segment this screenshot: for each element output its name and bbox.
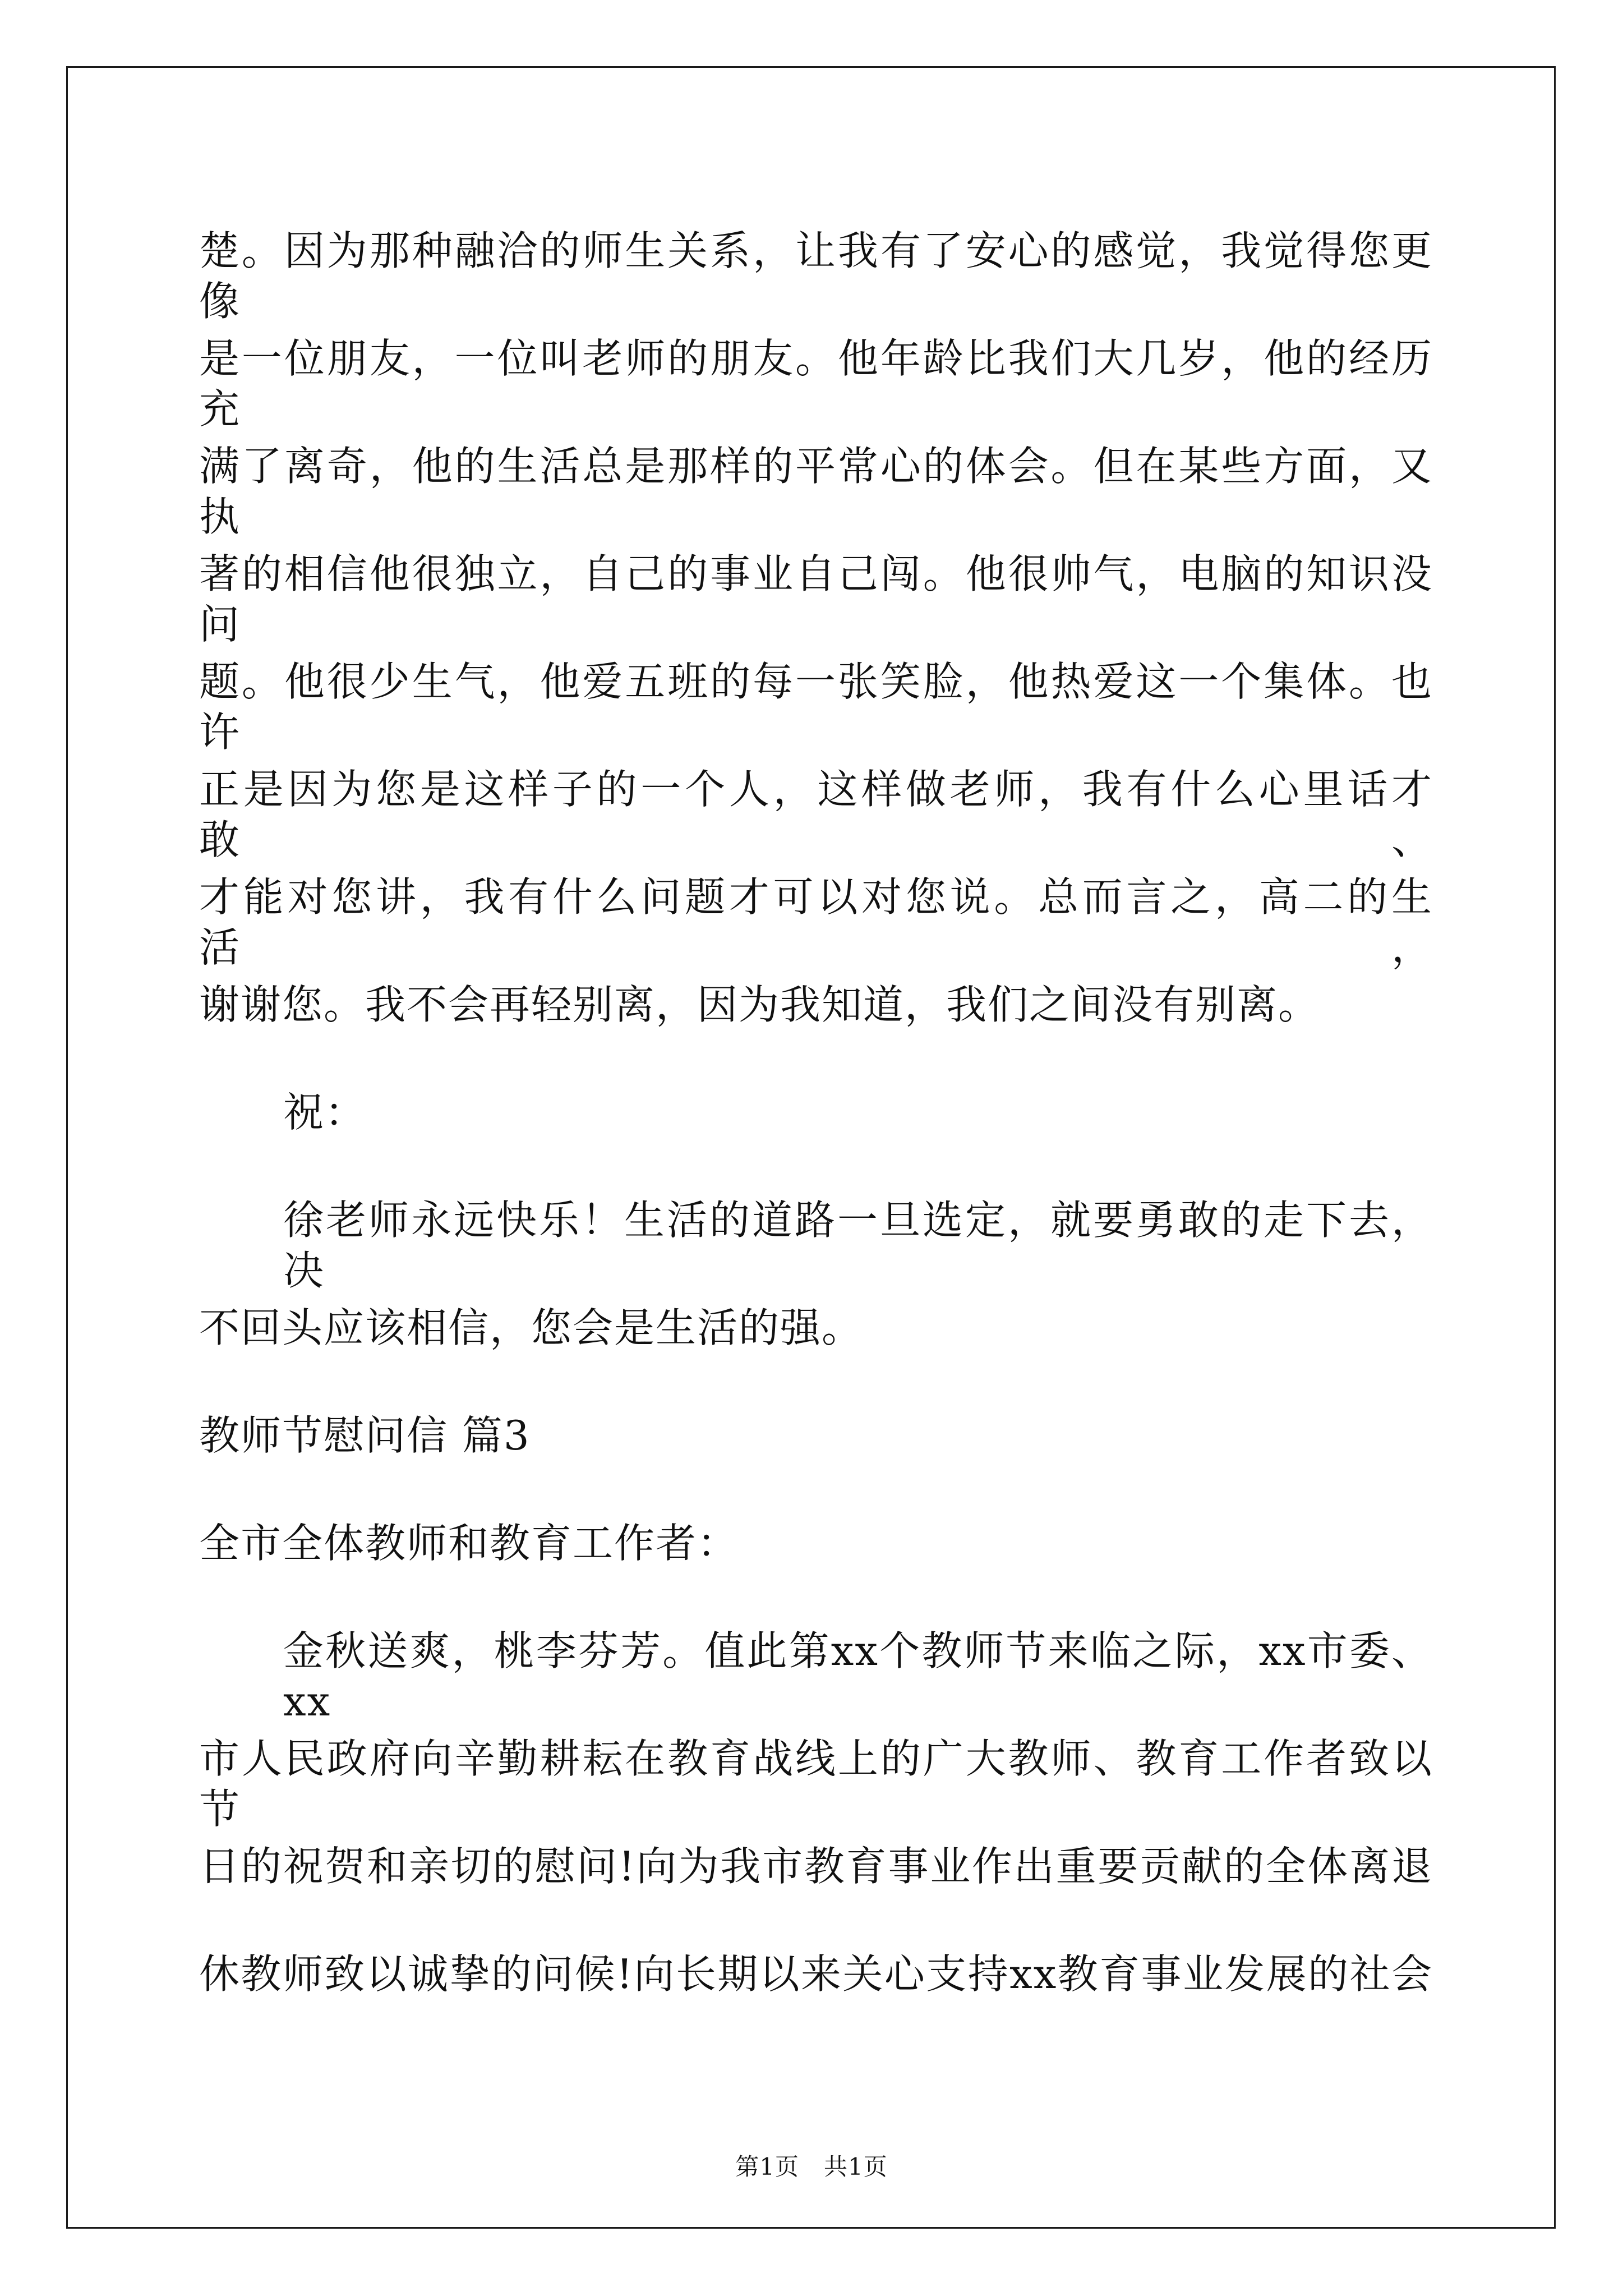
page-footer [0, 2153, 1623, 2181]
body-line: 徐老师永远快乐！生活的道路一旦选定，就要勇敢的走下去，决 [283, 1197, 1433, 1294]
body-line: 楚。因为那种融洽的师生关系，让我有了安心的感觉，我觉得您更像 [199, 227, 1433, 325]
page-number: 第1页 [735, 2153, 799, 2180]
closing-salutation: 祝： [283, 1089, 367, 1136]
body-line: 满了离奇，他的生活总是那样的平常心的体会。但在某些方面，又执 [199, 443, 1433, 540]
body-line: 是一位朋友，一位叫老师的朋友。他年龄比我们大几岁，他的经历充 [199, 335, 1433, 432]
body-line: 正是因为您是这样子的一个人，这样做老师，我有什么心里话才敢、 [199, 766, 1433, 863]
body-line: 著的相信他很独立，自己的事业自己闯。他很帅气，电脑的知识没问 [199, 550, 1433, 648]
body-line: 不回头应该相信，您会是生活的强。 [199, 1304, 864, 1351]
body-line: 金秋送爽，桃李芬芳。值此第xx个教师节来临之际，xx市委、xx [283, 1627, 1433, 1725]
page-count: 共1页 [824, 2153, 888, 2180]
body-line: 题。他很少生气，他爱五班的每一张笑脸，他热爱这一个集体。也许 [199, 658, 1433, 756]
body-line: 日的祝贺和亲切的慰问!向为我市教育事业作出重要贡献的全体离退 [199, 1843, 1433, 1890]
body-line: 才能对您讲，我有什么问题才可以对您说。总而言之，高二的生活， [199, 873, 1433, 971]
body-line: 市人民政府向辛勤耕耘在教育战线上的广大教师、教育工作者致以节 [199, 1735, 1433, 1833]
body-line: 休教师致以诚挚的问候!向长期以来关心支持xx教育事业发展的社会 [199, 1950, 1433, 1998]
body-line: 谢谢您。我不会再轻别离，因为我知道，我们之间没有别离。 [199, 981, 1320, 1028]
letter-salutation: 全市全体教师和教育工作者： [199, 1520, 739, 1567]
section-heading: 教师节慰问信 篇3 [199, 1412, 531, 1459]
